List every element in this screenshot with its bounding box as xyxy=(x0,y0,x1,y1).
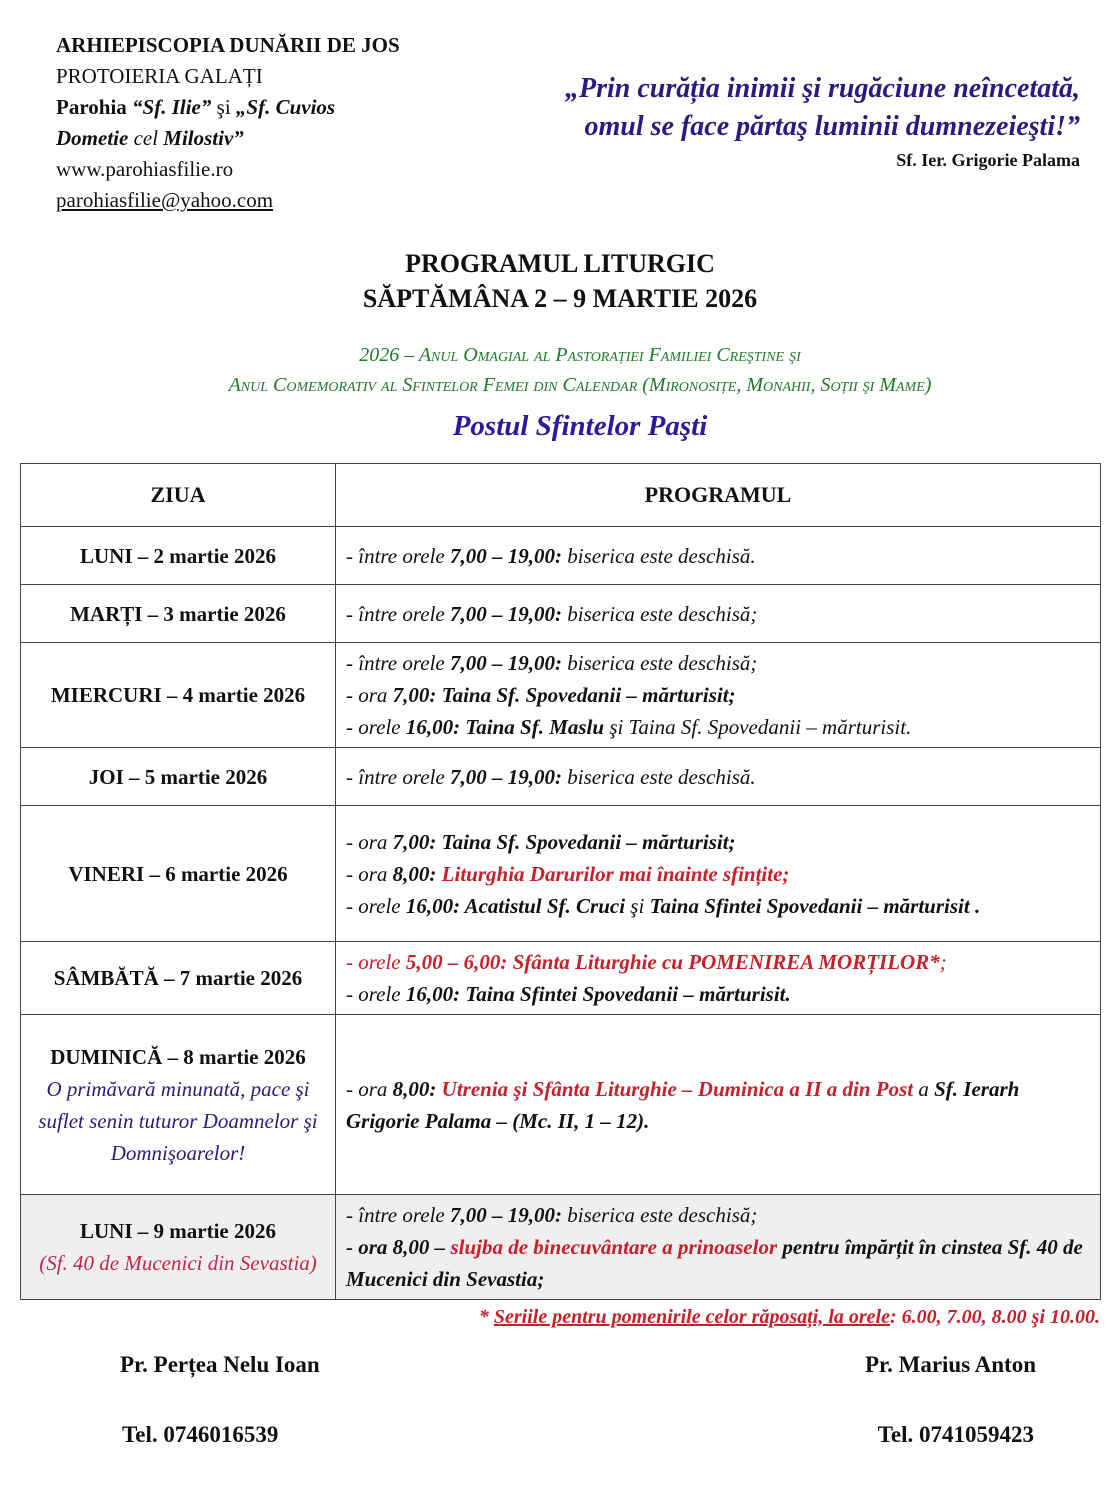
day-label: DUMINICĂ – 8 martie 2026 xyxy=(50,1044,306,1069)
line-prefix: - între orele xyxy=(346,543,450,568)
footnote xyxy=(479,1306,1100,1329)
line-time: 8,00: xyxy=(392,1076,442,1101)
line-text: a xyxy=(913,1076,935,1101)
line-prefix: - ora xyxy=(346,829,393,854)
line-text: biserica este deschisă; xyxy=(562,651,758,675)
line-text: ; xyxy=(939,950,947,974)
parish-header xyxy=(56,30,400,216)
year-theme-line2: Anul Comemorativ al Sfintelor Femei din Calendar (Mironosițe, Monahii, Soții şi Mame) xyxy=(228,374,932,396)
quote-line2: omul se face părtaş luminii dumnezeieşti!” xyxy=(584,111,1080,142)
parish-saint2-b: Dometie xyxy=(56,126,129,150)
line-time: 8,00: xyxy=(392,861,442,886)
line-prefix: - xyxy=(346,1235,359,1259)
signature-phone-2: Tel. 0741059423 xyxy=(877,1422,1034,1447)
line-text: şi xyxy=(625,893,650,918)
program-line xyxy=(346,826,1090,858)
program-line xyxy=(346,1073,1090,1137)
line-time: 5,00 – 6,00: Sfânta Liturghie cu POMENIREA MORȚILOR* xyxy=(405,950,940,974)
line-time: 7,00 – 19,00: xyxy=(450,651,562,675)
line-time: 7,00: Taina Sf. Spovedanii – mărturisit; xyxy=(392,829,736,854)
program-cell xyxy=(336,585,1101,643)
signature-name-2: Pr. Marius Anton xyxy=(864,1352,1036,1377)
line-time: 16,00: Taina Sfintei Spovedanii – mărturisit. xyxy=(405,982,791,1006)
deanery-name: PROTOIERIA GALAȚI xyxy=(56,64,263,88)
table-row xyxy=(21,806,1101,942)
program-line xyxy=(346,978,1090,1010)
program-cell xyxy=(336,748,1101,806)
program-line xyxy=(346,711,1090,743)
signature-phone-1: Tel. 0746016539 xyxy=(122,1422,279,1447)
program-cell xyxy=(336,1195,1101,1300)
line-text-bold: Taina Sfintei Spovedanii – mărturisit . xyxy=(649,893,981,918)
line-time: ora 8,00 – xyxy=(358,1235,451,1259)
day-cell: MIERCURI – 4 martie 2026 xyxy=(21,643,336,748)
program-line xyxy=(346,946,1090,978)
footnote-underlined: Seriile pentru pomenirile celor răposați, la orele xyxy=(493,1306,890,1328)
program-cell xyxy=(336,942,1101,1015)
line-highlight: Utrenia şi Sfânta Liturghie – Duminica a II a din Post xyxy=(441,1076,914,1101)
day-cell: JOI – 5 martie 2026 xyxy=(21,748,336,806)
line-prefix: - între orele xyxy=(346,764,450,789)
line-text: biserica este deschisă; xyxy=(562,601,758,626)
line-time: 7,00 – 19,00: xyxy=(450,764,562,789)
line-prefix: - ora xyxy=(346,1076,393,1101)
table-row xyxy=(21,585,1101,643)
parish-saint2-a: „Sf. Cuvios xyxy=(235,95,336,119)
parish-and: şi xyxy=(216,95,231,119)
program-line xyxy=(346,761,1090,793)
line-time: 7,00 – 19,00: xyxy=(450,1203,562,1227)
day-note: O primăvară minunată, pace şi suflet senin tuturor Doamnelor şi Domnişoarelor! xyxy=(38,1076,318,1165)
program-cell xyxy=(336,643,1101,748)
line-prefix: - între orele xyxy=(346,651,450,675)
signature-name-1: Pr. Perțea Nelu Ioan xyxy=(120,1352,320,1377)
day-cell: SÂMBĂTĂ – 7 martie 2026 xyxy=(21,942,336,1015)
column-header-day: ZIUA xyxy=(21,464,336,527)
line-prefix: - ora xyxy=(346,683,393,707)
line-text: biserica este deschisă. xyxy=(562,543,756,568)
column-header-program: PROGRAMUL xyxy=(336,464,1101,527)
parish-name-line1 xyxy=(56,92,400,123)
program-line xyxy=(346,1231,1090,1295)
table-row xyxy=(21,748,1101,806)
line-text-bold: Sf. Ierarh Grigorie Palama – (Mc. II, 1 – 12). xyxy=(346,1076,1020,1133)
line-prefix: - între orele xyxy=(346,1203,450,1227)
footnote-star: * xyxy=(478,1306,494,1328)
program-line xyxy=(346,679,1090,711)
quote-line1: „Prin curăția inimii şi rugăciune neîncetată, xyxy=(565,73,1080,104)
schedule-table xyxy=(20,463,1101,1300)
line-text: pentru împărțit în cinstea Sf. 40 de Mucenici din Sevastia; xyxy=(346,1235,1083,1291)
program-cell xyxy=(336,1015,1101,1195)
line-highlight: slujba de binecuvântare a prinoaselor xyxy=(450,1235,778,1259)
line-prefix: - ora xyxy=(346,861,393,886)
line-prefix: - orele xyxy=(346,715,406,739)
parish-saint1: “Sf. Ilie” xyxy=(132,95,212,119)
table-header-row xyxy=(21,464,1101,527)
line-prefix: - orele xyxy=(346,893,406,918)
day-cell: VINERI – 6 martie 2026 xyxy=(21,806,336,942)
line-text: biserica este deschisă; xyxy=(562,1203,758,1227)
line-prefix: - orele xyxy=(346,982,406,1006)
program-cell xyxy=(336,527,1101,585)
program-line xyxy=(346,647,1090,679)
day-cell xyxy=(21,1195,336,1300)
line-time: 7,00: Taina Sf. Spovedanii – mărturisit; xyxy=(392,683,736,707)
email-link[interactable]: parohiasfilie@yahoo.com xyxy=(56,188,274,212)
program-line xyxy=(346,540,1090,572)
line-prefix: - orele xyxy=(346,950,406,974)
year-theme xyxy=(0,340,1120,400)
program-line xyxy=(346,890,1090,922)
line-text: şi Taina Sf. Spovedanii – mărturisit. xyxy=(604,715,912,739)
program-line xyxy=(346,598,1090,630)
day-label: LUNI – 9 martie 2026 xyxy=(80,1219,276,1243)
line-highlight: Liturghia Darurilor mai înainte sfințite; xyxy=(441,861,790,886)
parish-name-line2 xyxy=(56,123,400,154)
table-row xyxy=(21,942,1101,1015)
line-prefix: - între orele xyxy=(346,601,450,626)
title-line1: PROGRAMUL LITURGIC xyxy=(405,249,715,278)
line-time: 7,00 – 19,00: xyxy=(450,543,562,568)
line-time: 7,00 – 19,00: xyxy=(450,601,562,626)
quote xyxy=(565,70,1080,146)
day-cell: LUNI – 2 martie 2026 xyxy=(21,527,336,585)
day-cell: MARȚI – 3 martie 2026 xyxy=(21,585,336,643)
parish-saint2-c: cel xyxy=(133,126,159,150)
season-title: Postul Sfintelor Paşti xyxy=(452,410,708,442)
title-line2: SĂPTĂMÂNA 2 – 9 MARTIE 2026 xyxy=(362,284,758,313)
table-row xyxy=(21,1015,1101,1195)
footnote-times: : 6.00, 7.00, 8.00 şi 10.00. xyxy=(890,1306,1100,1328)
program-line xyxy=(346,1199,1090,1231)
line-time: 16,00: Acatistul Sf. Cruci xyxy=(405,893,626,918)
day-cell xyxy=(21,1015,336,1195)
table-row xyxy=(21,1195,1101,1300)
program-line xyxy=(346,858,1090,890)
website-link[interactable]: www.parohiasfilie.ro xyxy=(56,157,234,181)
parish-saint2-d: Milostiv” xyxy=(163,126,244,150)
year-theme-line1: 2026 – Anul Omagial al Pastorației Familiei Creştine şi xyxy=(359,344,801,366)
day-note: (Sf. 40 de Mucenici din Sevastia) xyxy=(39,1251,317,1275)
table-row xyxy=(21,527,1101,585)
program-cell xyxy=(336,806,1101,942)
line-text: biserica este deschisă. xyxy=(562,764,756,789)
quote-author: Sf. Ier. Grigorie Palama xyxy=(896,150,1080,170)
page-title xyxy=(0,246,1120,316)
line-time: 16,00: Taina Sf. Maslu xyxy=(405,715,605,739)
archdiocese-name: ARHIEPISCOPIA DUNĂRII DE JOS xyxy=(56,33,400,57)
table-row xyxy=(21,643,1101,748)
parish-prefix: Parohia xyxy=(56,95,127,119)
